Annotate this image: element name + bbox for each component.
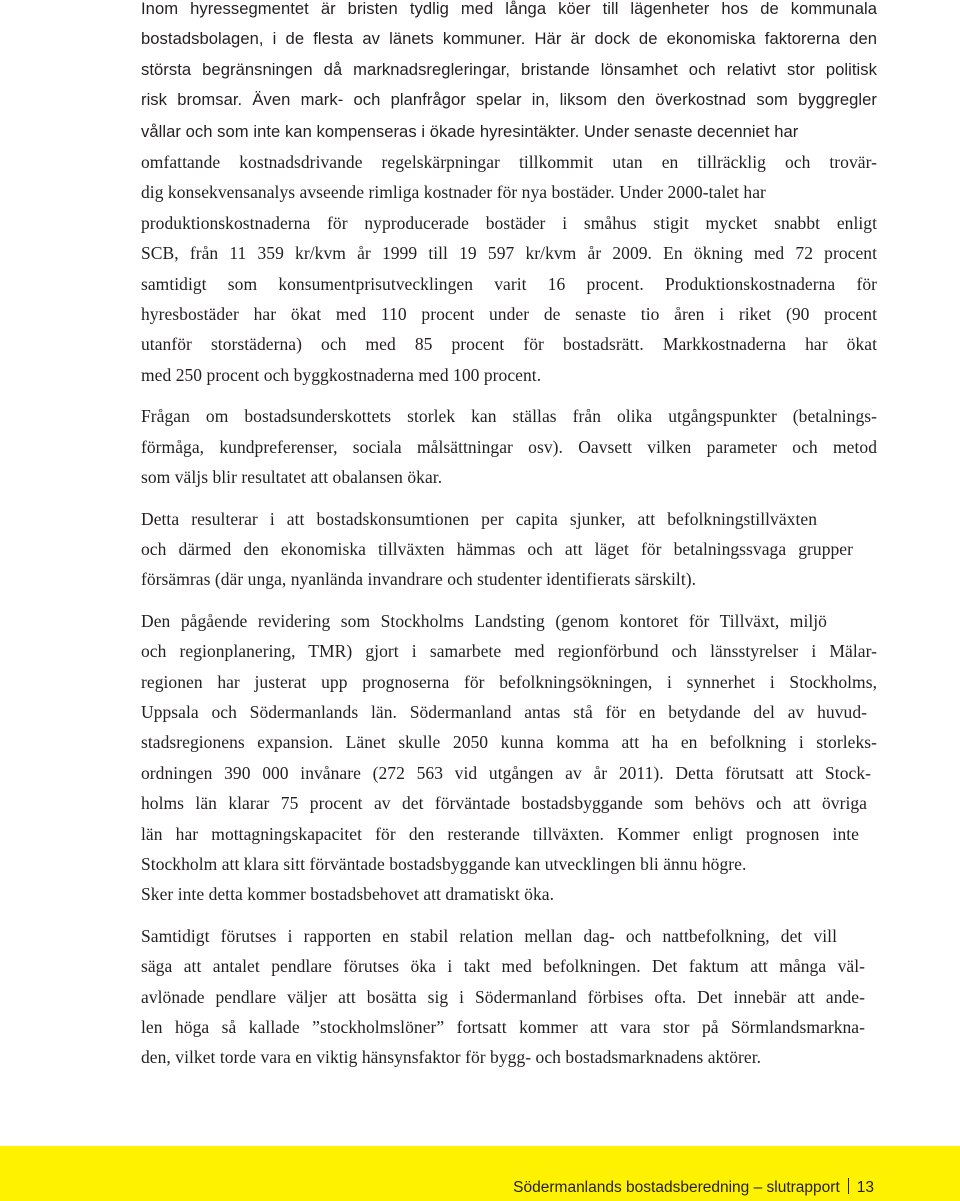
text-line: len höga så kallade ”stockholmslöner” fortsatt kommer att vara stor på Sörmlandsmarkna- (141, 1017, 865, 1037)
report-title: Södermanlands bostadsberedning – slutrapport (513, 1179, 840, 1196)
paragraph-3 (141, 504, 877, 595)
text-line: SCB, från 11 359 kr/kvm år 1999 till 19 597 kr/kvm år 2009. En ökning med 72 procent (141, 243, 877, 264)
text-line: Samtidigt förutses i rapporten en stabil relation mellan dag- och nattbefolkning, det vill (141, 925, 837, 946)
text-line: och därmed den ekonomiska tillväxten hämmas och att läget för betalningssvaga grupper (141, 538, 853, 559)
text-line: produktionskostnaderna för nyproducerade bostäder i småhus stigit mycket snabbt enligt (141, 212, 877, 233)
text-line: avlönade pendlare väljer att bosätta sig i Södermanland förbises ofta. Det innebär att ande- (141, 986, 865, 1007)
paragraph-5 (141, 921, 877, 1073)
text-line: Sker inte detta kommer bostadsbehovet att dramatiskt öka. (141, 884, 555, 905)
page-footer-band (0, 1146, 960, 1201)
paragraph-4 (141, 606, 877, 910)
text-line: Detta resulterar i att bostadskonsumtionen per capita sjunker, att befolkningstillväxten (141, 508, 817, 529)
text-line: som väljs blir resultatet att obalansen ökar. (141, 467, 443, 488)
text-line: risk bromsar. Även mark- och planfrågor spelar in, liksom den överkostnad som byggregler (141, 90, 877, 110)
page-number: 13 (856, 1179, 874, 1196)
text-line: ordningen 390 000 invånare (272 563 vid utgången av år 2011). Detta förutsatt att Stock- (141, 762, 871, 783)
text-run: vållar och som inte kan kompenseras i ökade hyresintäkter. (141, 121, 580, 141)
text-line: förmåga, kundpreferenser, sociala målsättningar osv). Oavsett vilken parameter och metod (141, 436, 877, 457)
text-line: regionen har justerat upp prognoserna för befolkningsökningen, i synnerhet i Stockholms, (141, 671, 877, 692)
text-run: Under 2000-talet har (614, 182, 766, 203)
text-line: Den pågående revidering som Stockholms Landsting (genom kontoret för Tillväxt, miljö (141, 610, 827, 631)
document-body (141, 0, 877, 1073)
text-line: med 250 procent och byggkostnaderna med 100 procent. (141, 364, 542, 385)
text-line: holms län klarar 75 procent av det förväntade bostadsbyggande som behövs och att övriga (141, 793, 867, 814)
text-line: Inom hyressegmentet är bristen tydlig med långa köer till lägenheter hos de kommunala (141, 0, 877, 18)
text-line: bostadsbolagen, i de flesta av länets kommuner. Här är dock de ekonomiska faktorerna den (141, 29, 877, 49)
text-line: omfattande kostnadsdrivande regelskärpningar tillkommit utan en tillräcklig och trovär- (141, 152, 877, 173)
paragraph-2 (141, 401, 877, 492)
text-line: Stockholm att klara sitt förväntade bostadsbyggande kan utvecklingen bli ännu högre. (141, 853, 747, 874)
text-line-mixed (141, 116, 877, 147)
text-line: största begränsningen då marknadsregleringar, bristande lönsamhet och relativt stor politisk (141, 59, 877, 79)
text-line: den, vilket torde vara en viktig hänsynsfaktor för bygg- och bostadsmarknadens aktörer. (141, 1047, 762, 1068)
text-line: Frågan om bostadsunderskottets storlek kan ställas från olika utgångspunkter (betalnings- (141, 406, 877, 427)
text-line: stadsregionens expansion. Länet skulle 2050 kunna komma att ha en befolkning i storleks- (141, 732, 877, 753)
text-line: hyresbostäder har ökat med 110 procent under de senaste tio åren i riket (90 procent (141, 304, 877, 325)
text-run: Under senaste decenniet har (579, 121, 799, 141)
text-run: dig konsekvensanalys avseende rimliga kostnader för nya bostäder. (141, 182, 615, 203)
text-line: utanför storstäderna) och med 85 procent för bostadsrätt. Markkostnaderna har ökat (141, 334, 877, 355)
footer-caption (513, 1178, 874, 1197)
text-line-mixed (141, 177, 877, 207)
text-line: län har mottagningskapacitet för den resterande tillväxten. Kommer enligt prognosen inte (141, 823, 859, 844)
footer-divider (848, 1178, 849, 1194)
text-line: samtidigt som konsumentprisutvecklingen varit 16 procent. Produktionskostnaderna för (141, 273, 877, 294)
text-line: försämras (där unga, nyanlända invandrare och studenter identifierats särskilt). (141, 569, 697, 590)
text-line: Uppsala och Södermanlands län. Södermanland antas stå för en betydande del av huvud- (141, 701, 867, 722)
paragraph-1 (141, 0, 877, 390)
text-line: och regionplanering, TMR) gjort i samarbete med regionförbund och länsstyrelser i Mälar- (141, 641, 877, 662)
text-line: säga att antalet pendlare förutses öka i takt med befolkningen. Det faktum att många väl- (141, 956, 865, 977)
